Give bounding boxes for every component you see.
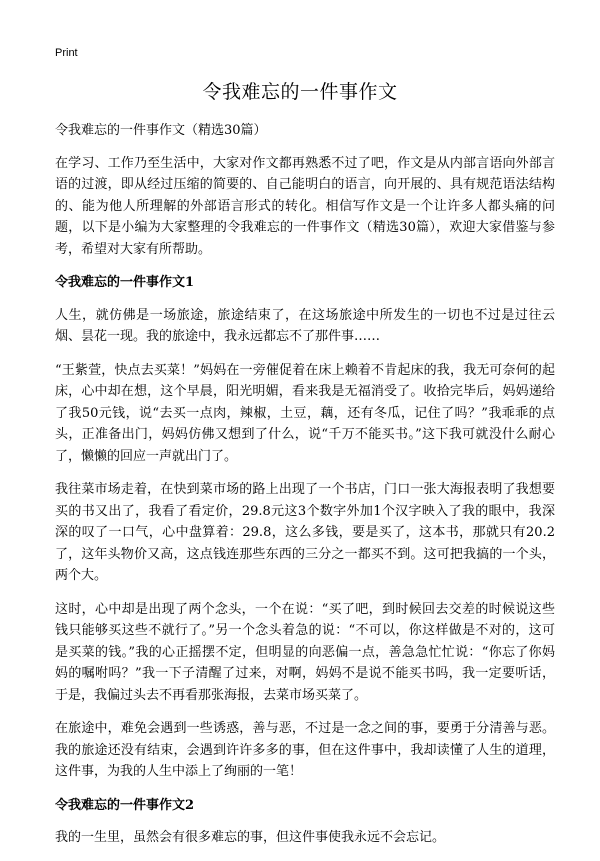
section-paragraph: 我的一生里，虽然会有很多难忘的事，但这件事使我永远不会忘记。 — [55, 830, 446, 845]
section-heading: 令我难忘的一件事作文1 — [55, 275, 195, 290]
section-paragraph: 人生，就仿佛是一场旅途，旅途结束了，在这场旅途中所发生的一切也不过是过往云烟、昙花一现。我的旅途中，我永远都忘不了那件事…… — [55, 307, 555, 344]
section-paragraph: “王紫萱，快点去买菜！”妈妈在一旁催促着在床上赖着不肯起床的我，我无可奈何的起床，心中却在想，这个早晨，阳光明媚，看来我是无福消受了。收拾完毕后，妈妈递给了我50元钱，说“去买一点肉，辣椒，土豆，藕，还有冬瓜，记住了吗？”我乖乖的点头，正准备出门，妈妈仿佛又想到了什么，说“千万不能买书。”这下我可就没什么耐心了，懒懒的回应一声就出门了。 — [55, 362, 555, 464]
section-paragraph: 这时，心中却是出现了两个念头，一个在说：“买了吧，到时候回去交差的时候说这些钱只能够买这些不就行了。”另一个念头着急的说：“不可以，你这样做是不对的，这可是买菜的钱。”我的心正摇摆不定，但明显的向恶偏一点，善急急忙忙说：“你忘了你妈妈的嘱咐吗？”我一下子清醒了过来，对啊，妈妈不是说不能买书吗，我一定要听话，于是，我偏过头去不再看那张海报，去菜市场买菜了。 — [55, 601, 555, 703]
print-link[interactable]: Print — [55, 47, 78, 59]
intro-paragraph: 在学习、工作乃至生活中，大家对作文都再熟悉不过了吧，作文是从内部言语向外部言语的过渡，即从经过压缩的简要的、自己能明白的语言，向开展的、具有规范语法结构的、能为他人所理解的外部语言形式的转化。相信写作文是一个让许多人都头痛的问题，以下是小编为大家整理的令我难忘的一件事作文（精选30篇），欢迎大家借鉴与参考，希望对大家有所帮助。 — [55, 155, 555, 257]
page-title: 令我难忘的一件事作文 — [202, 81, 398, 103]
section-paragraph: 我往菜市场走着，在快到菜市场的路上出现了一个书店，门口一张大海报表明了我想要买的书又出了，我看了看定价，29.8元这3个数字外加1个汉字映入了我的眼中，我深深的叹了一口气，心中盘算着：29.8，这么多钱，要是买了，这本书，那就只有20.2了，这年头物价又高，这点钱连那些东西的三分之一都买不到。这可把我搞的一个头，两个大。 — [55, 482, 555, 583]
section-paragraph: 在旅途中，难免会遇到一些诱惑，善与恶，不过是一念之间的事，要勇于分清善与恶。我的旅途还没有结束，会遇到许许多多的事，但在这件事中，我却读懂了人生的道理，这件事，为我的人生中添上了绚丽的一笔！ — [55, 721, 555, 779]
article-body — [55, 120, 555, 861]
article-subtitle: 令我难忘的一件事作文（精选30篇） — [55, 123, 267, 138]
section-heading: 令我难忘的一件事作文2 — [55, 797, 195, 813]
